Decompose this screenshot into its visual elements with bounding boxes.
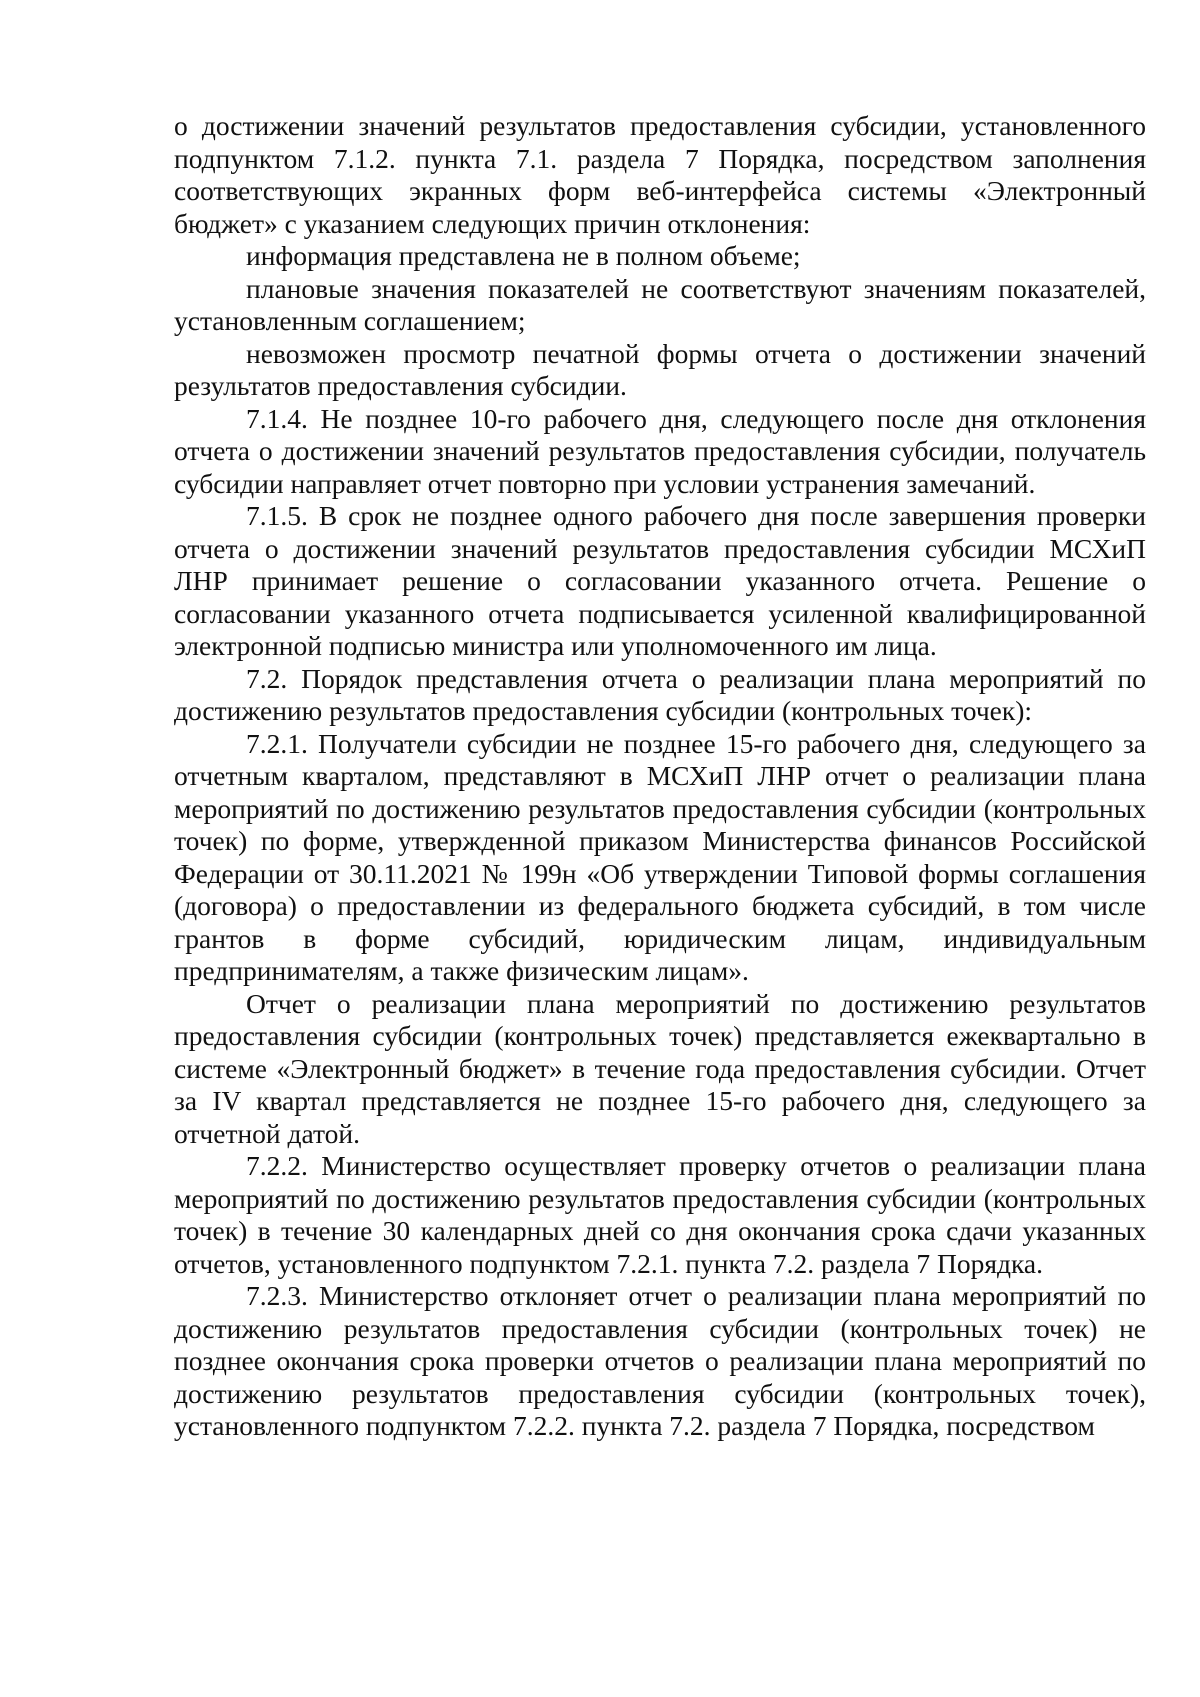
paragraph-7-1-5: 7.1.5. В срок не позднее одного рабочего дня после завершения проверки отчета о достижении значений результатов предоставления субсидии МСХиП ЛНР принимает решение о согласовании указанного отчета. Решение о согласовании указанного отчета подписывается усиленной квалифицированной электронной подписью министра или уполномоченного им лица.: [174, 500, 1146, 661]
paragraph-reason-values-mismatch: плановые значения показателей не соответствуют значениям показателей, установленным соглашением;: [174, 272, 1146, 336]
paragraph-7-1-4: 7.1.4. Не позднее 10-го рабочего дня, следующего после дня отклонения отчета о достижении значений результатов предоставления субсидии, получатель субсидии направляет отчет повторно при условии устранения замечаний.: [174, 402, 1146, 499]
paragraph-7-2-1: 7.2.1. Получатели субсидии не позднее 15-го рабочего дня, следующего за отчетным кварталом, представляют в МСХиП ЛНР отчет о реализации плана мероприятий по достижению результатов предоставления субсидии (контрольных точек) по форме, утвержденной приказом Министерства финансов Российской Федерации от 30.11.2021 № 199н «Об утверждении Типовой формы соглашения (договора) о предоставлении из федерального бюджета субсидий, в том числе грантов в форме субсидий, юридическим лицам, индивидуальным предпринимателям, а также физическим лицам».: [174, 727, 1146, 986]
paragraph-7-2: 7.2. Порядок представления отчета о реализации плана мероприятий по достижению результатов предоставления субсидии (контрольных точек):: [174, 662, 1146, 726]
paragraph-quarterly-report: Отчет о реализации плана мероприятий по достижению результатов предоставления субсидии (контрольных точек) представляется ежеквартально в системе «Электронный бюджет» в течение года предоставления субсидии. Отчет за IV квартал представляется не позднее 15-го рабочего дня, следующего за отчетной датой.: [174, 987, 1146, 1149]
paragraph-7-2-2: 7.2.2. Министерство осуществляет проверку отчетов о реализации плана мероприятий по достижению результатов предоставления субсидии (контрольных точек) в течение 30 календарных дней со дня окончания срока сдачи указанных отчетов, установленного подпунктом 7.2.1. пункта 7.2. раздела 7 Порядка.: [174, 1150, 1146, 1279]
paragraph-reason-incomplete-info: информация представлена не в полном объеме;: [246, 240, 801, 271]
paragraph-reason-print-form: невозможен просмотр печатной формы отчета о достижении значений результатов предоставления субсидии.: [174, 337, 1146, 401]
paragraph-7-2-3: 7.2.3. Министерство отклоняет отчет о реализации плана мероприятий по достижению результатов предоставления субсидии (контрольных точек) не позднее окончания срока проверки отчетов о реализации плана мероприятий по достижению результатов предоставления субсидии (контрольных точек), установленного подпунктом 7.2.2. пункта 7.2. раздела 7 Порядка, посредством: [174, 1280, 1146, 1441]
paragraph-continuation: о достижении значений результатов предоставления субсидии, установленного подпунктом 7.1.2. пункта 7.1. раздела 7 Порядка, посредством заполнения соответствующих экранных форм веб-интерфейса системы «Электронный бюджет» с указанием следующих причин отклонения:: [174, 110, 1146, 239]
document-page: [174, 110, 1146, 1443]
